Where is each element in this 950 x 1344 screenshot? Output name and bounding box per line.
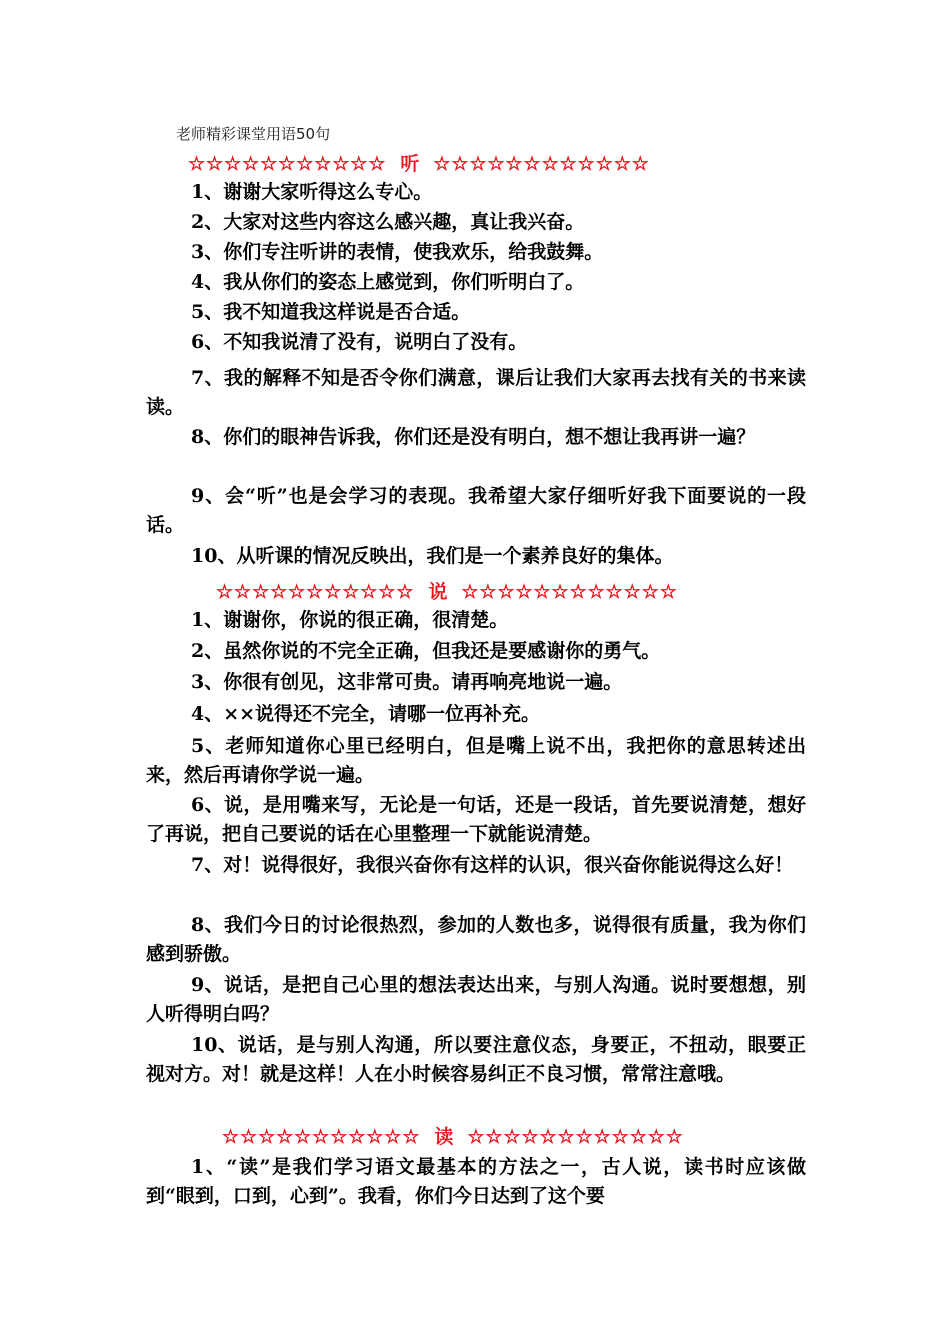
section-stars-right: ☆☆☆☆☆☆☆☆☆☆☆☆ bbox=[467, 1126, 684, 1148]
list-item: 4、我从你们的姿态上感觉到，你们听明白了。 bbox=[191, 271, 585, 293]
list-item: 6、说，是用嘴来写，无论是一句话，还是一段话，首先要说清楚，想好了再说，把自己要说的话在心里整理一下就能说清楚。 bbox=[146, 794, 806, 845]
section-stars-right: ☆☆☆☆☆☆☆☆☆☆☆☆ bbox=[433, 153, 650, 175]
section-stars-left: ☆☆☆☆☆☆☆☆☆☆☆ bbox=[216, 581, 415, 603]
list-item: 10、说话，是与别人沟通，所以要注意仪态，身要正，不扭动，眼要正视对方。对！就是这样！人在小时候容易纠正不良习惯，常常注意哦。 bbox=[146, 1034, 806, 1085]
list-item: 5、我不知道我这样说是否合适。 bbox=[191, 301, 471, 323]
list-item: 8、你们的眼神告诉我，你们还是没有明白，想不想让我再讲一遍？ bbox=[191, 426, 756, 448]
section-header-speak bbox=[216, 577, 678, 604]
list-item: 8、我们今日的讨论很热烈，参加的人数也多，说得很有质量，我为你们感到骄傲。 bbox=[146, 914, 806, 965]
section-stars-left: ☆☆☆☆☆☆☆☆☆☆☆ bbox=[222, 1126, 421, 1148]
list-item: 1、谢谢大家听得这么专心。 bbox=[191, 181, 433, 203]
section-label: 读 bbox=[434, 1126, 454, 1148]
section-header-listen bbox=[188, 149, 650, 176]
list-item: 5、老师知道你心里已经明白，但是嘴上说不出，我把你的意思转述出来，然后再请你学说一遍。 bbox=[146, 735, 806, 786]
list-item: 4、××说得还不完全，请哪一位再补充。 bbox=[191, 703, 541, 725]
section-stars-left: ☆☆☆☆☆☆☆☆☆☆☆ bbox=[188, 153, 387, 175]
list-item: 9、说话，是把自己心里的想法表达出来，与别人沟通。说时要想想，别人听得明白吗？ bbox=[146, 974, 806, 1025]
section-label: 说 bbox=[428, 581, 448, 603]
section-label: 听 bbox=[400, 153, 420, 175]
list-item: 3、你很有创见，这非常可贵。请再响亮地说一遍。 bbox=[191, 671, 623, 693]
list-item: 1、谢谢你，你说的很正确，很清楚。 bbox=[191, 609, 509, 631]
list-item: 7、对！说得很好，我很兴奋你有这样的认识，很兴奋你能说得这么好！ bbox=[191, 854, 794, 876]
list-item: 9、会“听”也是会学习的表现。我希望大家仔细听好我下面要说的一段话。 bbox=[146, 485, 806, 536]
list-item: 1、“读”是我们学习语文最基本的方法之一，古人说，读书时应该做到“眼到，口到，心到”。我看，你们今日达到了这个要 bbox=[146, 1156, 806, 1207]
list-item: 2、虽然你说的不完全正确，但我还是要感谢你的勇气。 bbox=[191, 640, 661, 662]
section-header-read bbox=[222, 1122, 684, 1149]
list-item: 10、从听课的情况反映出，我们是一个素养良好的集体。 bbox=[191, 545, 674, 567]
document-title: 老师精彩课堂用语50句 bbox=[176, 125, 331, 143]
list-item: 3、你们专注听讲的表情，使我欢乐，给我鼓舞。 bbox=[191, 241, 604, 263]
list-item: 2、大家对这些内容这么感兴趣，真让我兴奋。 bbox=[191, 211, 585, 233]
list-item: 7、我的解释不知是否令你们满意，课后让我们大家再去找有关的书来读读。 bbox=[146, 367, 806, 418]
section-stars-right: ☆☆☆☆☆☆☆☆☆☆☆☆ bbox=[461, 581, 678, 603]
list-item: 6、不知我说清了没有，说明白了没有。 bbox=[191, 331, 528, 353]
